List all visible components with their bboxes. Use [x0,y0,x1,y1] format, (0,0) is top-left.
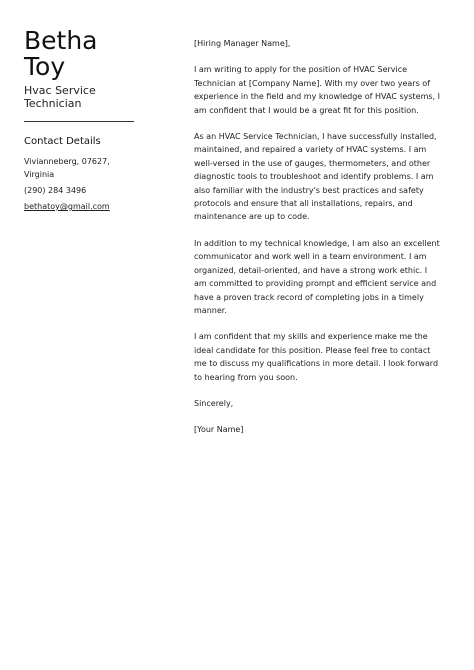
letter-paragraph-3: In addition to my technical knowledge, I am also an excellent communicator and work well in a team environment. I am organized, detail-oriented, and have a strong work ethic. I am committed to providing prompt and efficient service and have a proven track record of completing jobs in a timely manner. [194,238,440,315]
letter-paragraph-1: I am writing to apply for the position of HVAC Service Technician at [Company Name]. With my over two years of experience in the field and my knowledge of HVAC systems, I am confident that I would be a great fit for this position. [194,65,440,115]
email-link[interactable]: bethatoy@gmail.com [24,202,110,211]
phone-number: (290) 284 3496 [24,186,87,195]
letter-paragraph-4: I am confident that my skills and experience make me the ideal candidate for this position. Please feel free to contact me to discuss my qualifications in more detail. I look forward to hearing from you soon. [194,332,439,382]
first-name: Betha [24,26,98,55]
address-line-1: Vivianneberg, 07627, [24,157,110,166]
letter-paragraph-2: As an HVAC Service Technician, I have successfully installed, maintained, and repaired a variety of HVAC systems. I am well-versed in the use of gauges, thermometers, and other diagnostic tools to troubleshoot and identify problems. I am also familiar with the industry's best practices and safety protocols and ensure that all installations, repairs, and maintenance are up to code. [194,132,437,222]
contact-heading: Contact Details [24,136,101,147]
salutation: [Hiring Manager Name], [194,39,291,48]
divider [24,121,134,122]
closing: Sincerely, [194,398,234,408]
last-name: Toy [24,52,66,81]
sidebar [24,28,140,213]
address-line-2: Virginia [24,170,55,179]
job-title: Hvac Service Technician [24,84,96,110]
letter-body [194,37,440,450]
contact-details [24,155,140,213]
signature: [Your Name] [194,425,244,435]
